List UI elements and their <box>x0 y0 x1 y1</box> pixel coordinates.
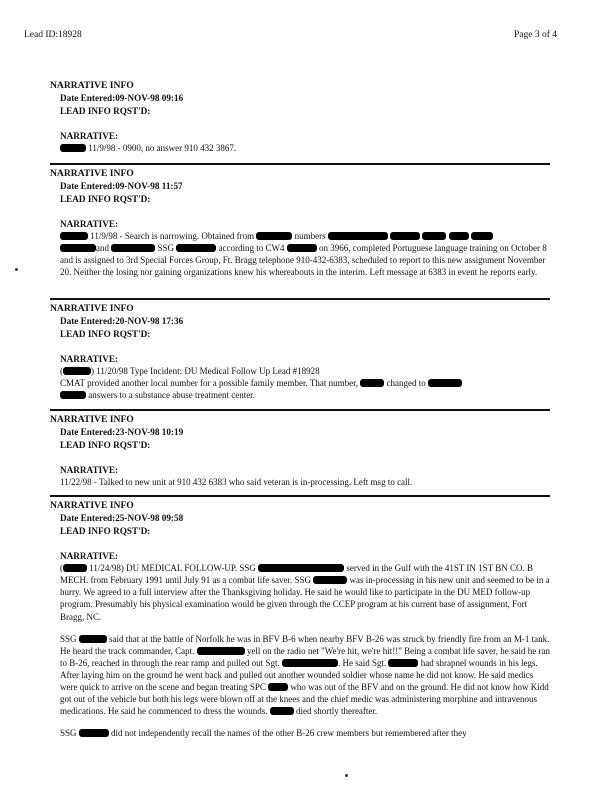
narrative-body <box>50 476 550 488</box>
narrative-text: 11/9/98 - 0900, no answer 910 432 3867. <box>86 143 237 154</box>
lead-info-label: LEAD INFO RQST'D: <box>60 328 151 339</box>
narrative-text: on 3966, completed Portuguese language training on October 8 and is assigned to 3rd Special Forces Group, Ft. Bragg telephone 910-432-6383, scheduled to report to this new assignment November 20. Neither the losing nor gaining organizations knew his whereabouts in the interim. Left message at 6383 in event he reports early. <box>60 243 547 278</box>
narrative-text: had shrapnel wounds in his legs. After laying him on the ground he went back and pulled out another wounded soldier whose name he did not know. He said medics were quick to arrive on the scene and began treating SPC <box>60 657 538 693</box>
section-title: NARRATIVE INFO <box>50 500 134 511</box>
lead-info-label: LEAD INFO RQST'D: <box>60 439 151 450</box>
redaction-mark <box>360 379 384 387</box>
date-entered-label: Date Entered: <box>60 427 116 438</box>
narrative-text: was in-processing in his new unit and seemed to be in a hurry. We agreed to a full interview after the Thanksgiving holiday. He said he would like to participate in the DU MED follow-up program. Presumably his physical examination would be given through the CCEP program at his current base of assignment, Fort Bragg, NC. <box>60 575 550 622</box>
redaction-mark <box>422 232 446 240</box>
narrative-text: SSG <box>60 633 79 644</box>
redaction-mark <box>258 564 344 572</box>
redaction-mark <box>111 244 155 252</box>
date-entered-label: Date Entered: <box>60 93 116 104</box>
redaction-mark <box>270 707 294 715</box>
redaction-mark <box>79 729 109 737</box>
narrative-text: numbers <box>292 231 328 242</box>
narrative-entry-2 <box>50 168 550 279</box>
lead-id-header: Lead ID:18928 <box>24 30 82 40</box>
section-title: NARRATIVE INFO <box>50 414 134 425</box>
redaction-mark <box>328 232 388 240</box>
redaction-mark <box>79 635 107 643</box>
redaction-mark <box>388 659 418 667</box>
redaction-mark <box>428 379 462 387</box>
redaction-mark <box>60 232 88 240</box>
section-divider <box>50 495 550 497</box>
narrative-text: changed to <box>384 378 428 389</box>
narrative-text: SSG <box>60 728 79 739</box>
narrative-text: died shortly thereafter. <box>293 706 378 717</box>
redaction-mark <box>60 144 86 152</box>
narrative-text: CMAT provided another local number for a possible family member. That number, <box>60 378 361 389</box>
narrative-text: ( <box>60 366 63 377</box>
narrative-text: and <box>96 243 112 254</box>
redaction-mark <box>313 576 347 584</box>
date-entered-value: 25-NOV-98 09:58 <box>115 513 184 524</box>
narrative-label: NARRATIVE: <box>60 464 119 475</box>
scan-speck <box>15 268 18 271</box>
redaction-mark <box>60 391 86 399</box>
narrative-entry-5 <box>50 500 550 739</box>
narrative-text: said that at the battle of Norfolk he was in BFV B-6 when nearby BFV B-26 was struck by friendly fire from an M-1 tank. He heard the track commander, Capt. <box>60 633 550 656</box>
date-entered-row <box>50 180 550 192</box>
section-title: NARRATIVE INFO <box>50 303 134 314</box>
narrative-body <box>50 562 550 739</box>
narrative-entry-3 <box>50 303 550 401</box>
narrative-body <box>50 142 550 154</box>
section-title: NARRATIVE INFO <box>50 80 134 91</box>
date-entered-value: 09-NOV-98 09:16 <box>115 93 184 104</box>
narrative-text: did not independently recall the names of the other B-26 crew members but remembered after they <box>108 728 467 739</box>
redaction-mark <box>60 244 96 252</box>
section-divider <box>50 298 550 300</box>
narrative-text: 11/24/98) DU MEDICAL FOLLOW-UP. SSG <box>87 563 259 574</box>
narrative-text: yell on the radio net "We're hit, we're hit!!" Being a combat life saver, he said he ran to B-26, reached in through the rear ramp and pulled out Sgt. <box>60 645 550 668</box>
redaction-mark <box>471 232 493 240</box>
redaction-mark <box>256 232 292 240</box>
redaction-mark <box>268 683 288 691</box>
redaction-mark <box>282 659 338 667</box>
narrative-text: answers to a substance abuse treatment center. <box>86 390 255 401</box>
redaction-mark <box>63 367 91 375</box>
date-entered-row <box>50 92 550 104</box>
lead-info-label: LEAD INFO RQST'D: <box>60 193 151 204</box>
date-entered-row <box>50 426 550 438</box>
narrative-text: 11/9/98 - Search is narrowing. Obtained from <box>88 231 257 242</box>
narrative-label: NARRATIVE: <box>60 353 119 364</box>
narrative-text: ) 11/20/98 Type Incident: DU Medical Follow Up Lead #18928 <box>91 366 320 377</box>
date-entered-label: Date Entered: <box>60 513 116 524</box>
lead-info-label: LEAD INFO RQST'D: <box>60 525 151 536</box>
date-entered-value: 23-NOV-98 10:19 <box>115 427 184 438</box>
page-number: Page 3 of 4 <box>513 30 557 40</box>
date-entered-row <box>50 512 550 524</box>
narrative-text: ( <box>60 563 63 574</box>
section-divider <box>50 409 550 411</box>
lead-info-label: LEAD INFO RQST'D: <box>60 105 151 116</box>
narrative-label: NARRATIVE: <box>60 550 119 561</box>
narrative-text: who was out of the BFV and on the ground. He did not know how Kidd got out of the vehicle but both his legs were blown off at the knees and the chief medic was administering morphine and intravenous medications. He said he commenced to dress the wounds. <box>60 682 549 717</box>
date-entered-value: 09-NOV-98 11:57 <box>115 181 183 192</box>
redaction-mark <box>197 647 245 655</box>
narrative-entry-1 <box>50 80 550 154</box>
redaction-mark <box>176 244 216 252</box>
section-divider <box>50 163 550 165</box>
redaction-mark <box>63 564 87 572</box>
redaction-mark <box>287 244 317 252</box>
redaction-mark <box>449 232 469 240</box>
narrative-entry-4 <box>50 414 550 488</box>
section-title: NARRATIVE INFO <box>50 168 134 179</box>
narrative-text: according to CW4 <box>216 243 287 254</box>
narrative-text: served in the Gulf with the 41ST IN 1ST BN CO. B MECH. from February 1991 until July 91 as a combat life saver. SSG <box>60 563 534 586</box>
narrative-label: NARRATIVE: <box>60 130 119 141</box>
date-entered-value: 20-NOV-98 17:36 <box>115 316 184 327</box>
date-entered-row <box>50 315 550 327</box>
narrative-text: . He said Sgt. <box>337 657 389 668</box>
scan-speck <box>345 774 348 777</box>
narrative-text: 11/22/98 - Talked to new unit at 910 432 6383 who said veteran is in-processing. Left msg to call. <box>60 477 413 488</box>
narrative-body <box>50 230 550 278</box>
narrative-label: NARRATIVE: <box>60 218 119 229</box>
narrative-body <box>50 365 550 401</box>
date-entered-label: Date Entered: <box>60 181 116 192</box>
narrative-text: SSG <box>155 243 177 254</box>
date-entered-label: Date Entered: <box>60 316 116 327</box>
redaction-mark <box>390 232 420 240</box>
